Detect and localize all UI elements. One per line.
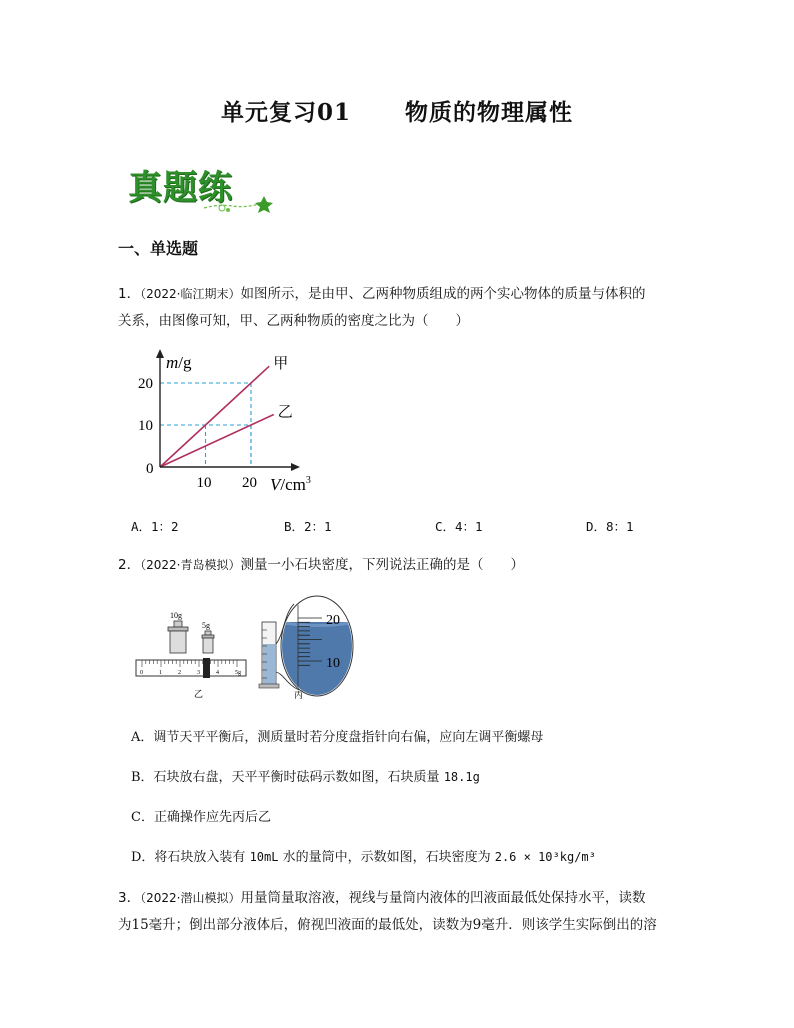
ruler-tick-label: 2 xyxy=(178,670,181,676)
page-title: 单元复习01 物质的物理属性 xyxy=(220,99,574,126)
series-line-2 xyxy=(160,415,274,468)
zoom-tick-20: 20 xyxy=(326,613,340,628)
figure-label-yi: 乙 xyxy=(194,689,204,699)
q1-option-c[interactable]: C．4：1 xyxy=(435,519,483,534)
weight-5g-icon xyxy=(202,631,214,653)
origin-label: 0 xyxy=(146,461,154,477)
figure-label-bing: 丙 xyxy=(294,690,304,700)
q2-source: （2022·青岛模拟） xyxy=(140,558,241,572)
q2-option-b-value: 18.1g xyxy=(443,770,480,784)
measuring-cylinder-icon xyxy=(259,622,279,688)
ruler-tick-label: 1 xyxy=(159,670,162,676)
weight-5g-label: 5g xyxy=(202,621,210,630)
ruler-tick-label: 4 xyxy=(216,670,219,676)
ruler-tick-label: 3 xyxy=(197,670,200,676)
series-line-1 xyxy=(160,366,269,467)
y-axis-label: m/g xyxy=(166,353,192,372)
q1-option-d[interactable]: D．8：1 xyxy=(586,519,634,534)
q3-number: 3． xyxy=(118,890,141,906)
mass-volume-chart xyxy=(130,340,360,510)
question-2 xyxy=(118,552,678,579)
weight-10g-label: 10g xyxy=(170,611,182,620)
vine-decoration-icon xyxy=(124,158,274,218)
q2-option-d-value: 2.6 × 10³kg/m³ xyxy=(494,850,596,864)
q1-number: 1． xyxy=(118,286,141,302)
rider-icon xyxy=(203,658,210,678)
section-badge xyxy=(124,158,274,218)
q1-text-line2: 关系，由图像可知，甲、乙两种物质的密度之比为（ ） xyxy=(118,313,469,329)
balance-cylinder-figure xyxy=(134,594,374,704)
q2-option-b[interactable] xyxy=(131,766,691,785)
ruler-tick-label: 5g xyxy=(235,670,241,676)
question-3 xyxy=(118,885,678,939)
q3-source: （2022·潜山模拟） xyxy=(140,891,241,905)
q2-text: 测量一小石块密度，下列说法正确的是（ ） xyxy=(240,557,524,573)
zoom-tick-10: 10 xyxy=(326,656,340,671)
q2-number: 2． xyxy=(118,557,141,573)
section-heading: 一、单选题 xyxy=(118,239,199,258)
question-1 xyxy=(118,281,678,335)
q2-option-d-mid: 水的量筒中，示数如图，石块密度为 xyxy=(278,850,495,865)
cylinder-zoom-view xyxy=(281,596,353,702)
q1-source: （2022·临江期末） xyxy=(140,287,241,301)
x-tick-label: 10 xyxy=(196,475,212,491)
q2-option-d[interactable] xyxy=(131,846,691,865)
q2-option-b-text: B．石块放右盘，天平平衡时砝码示数如图，石块质量 xyxy=(131,770,444,785)
ruler-tick-label: 0 xyxy=(140,670,143,676)
y-tick-label: 20 xyxy=(138,376,153,392)
q2-option-c[interactable]: C．正确操作应先丙后乙 xyxy=(131,810,271,825)
weight-10g-icon xyxy=(168,621,188,653)
x-tick-label: 20 xyxy=(242,475,257,491)
q1-option-b[interactable]: B．2：1 xyxy=(284,519,332,534)
q2-option-d-volume: 10mL xyxy=(249,850,279,864)
q2-option-a[interactable]: A．调节天平平衡后，测质量时若分度盘指针向右偏，应向左调平衡螺母 xyxy=(131,730,544,745)
x-axis-label: $V/cm^3$ xyxy=(270,475,311,494)
q1-text-line1: 如图所示，是由甲、乙两种物质组成的两个实心物体的质量与体积的 xyxy=(240,286,646,302)
series-label-2: 乙 xyxy=(277,404,293,421)
y-axis-arrow-icon xyxy=(156,349,164,358)
x-axis-arrow-icon xyxy=(291,463,300,471)
q3-text-line1: 用量筒量取溶液，视线与量筒内液体的凹液面最低处保持水平，读数 xyxy=(240,890,646,906)
q1-option-a[interactable]: A．1：2 xyxy=(131,519,179,534)
q3-text-line2: 为15毫升；倒出部分液体后，俯视凹液面的最低处，读数为9毫升．则该学生实际倒出的溶 xyxy=(118,917,657,933)
badge-text: 真题练 xyxy=(128,168,233,208)
y-tick-label: 10 xyxy=(138,418,153,434)
series-label-1: 甲 xyxy=(273,356,289,373)
q2-option-d-text: D．将石块放入装有 xyxy=(131,850,250,865)
